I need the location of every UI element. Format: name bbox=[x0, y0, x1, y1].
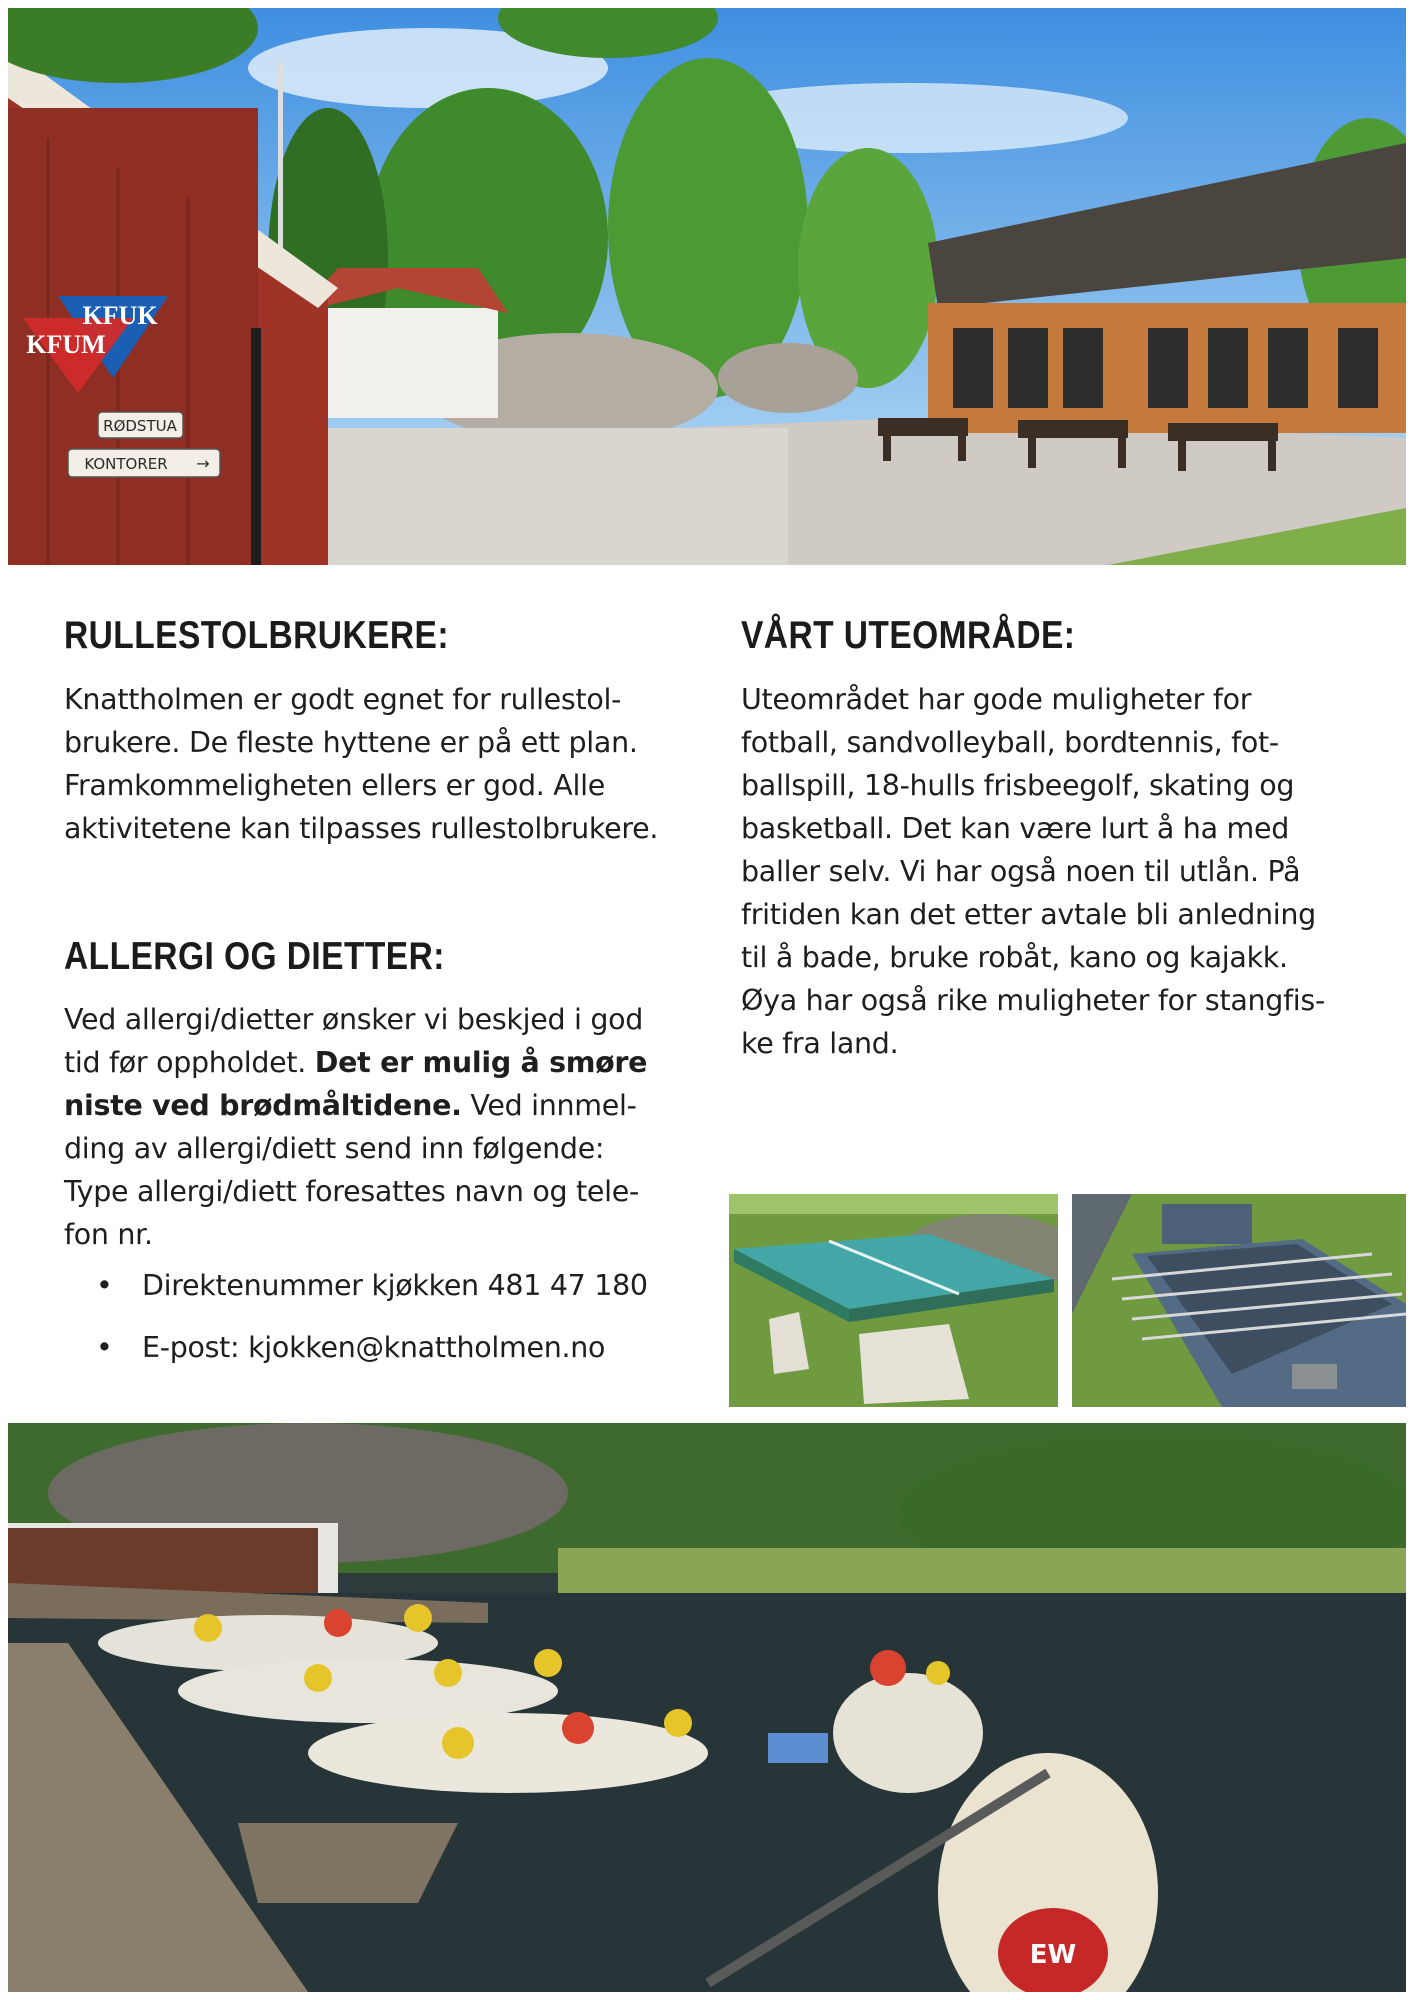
svg-text:→: → bbox=[196, 454, 210, 473]
table-tennis-photo bbox=[729, 1194, 1058, 1407]
wheelchair-heading: RULLESTOLBRUKERE: bbox=[64, 614, 449, 657]
svg-text:RØDSTUA: RØDSTUA bbox=[103, 417, 177, 435]
svg-text:KFUM: KFUM bbox=[26, 330, 106, 359]
allergy-heading: ALLERGI OG DIETTER: bbox=[64, 935, 445, 978]
kitchen-phone: Direktenummer kjøkken 481 47 180 bbox=[142, 1269, 648, 1302]
wheelchair-text: Knattholmen er godt egnet for rullestol- brukere. De fleste hyttene er på ett plan. Framkommeligheten ellers er god. Alle aktivitetene kan tilpasses rullestolbrukere. bbox=[64, 683, 659, 845]
bullet-icon: • bbox=[96, 1331, 113, 1364]
rodstua-sign bbox=[98, 412, 183, 438]
kitchen-email: E-post: kjokken@knattholmen.no bbox=[142, 1331, 606, 1364]
allergy-text-intro: Ved allergi/dietter ønsker vi beskjed i god tid før oppholdet. bbox=[64, 1003, 644, 1079]
rowboats-photo bbox=[8, 1423, 1406, 1992]
list-item bbox=[64, 1326, 724, 1388]
svg-text:EW: EW bbox=[1029, 1940, 1077, 1970]
outdoor-text: Uteområdet har gode muligheter for fotball, sandvolleyball, bordtennis, fot- ballspill, 18-hulls frisbeegolf, skating og basketball. Det kan være lurt å ha med baller selv. Vi har også noen til utlån. På fritiden kan det etter avtale bli anledning til å bade, bruke robåt, kano og kajakk. Øya har også rike muligheter for stangfis- ke fra land. bbox=[741, 683, 1325, 1060]
camp-buildings-photo bbox=[8, 8, 1406, 565]
svg-text:KONTORER: KONTORER bbox=[84, 455, 168, 473]
outdoor-heading: VÅRT UTEOMRÅDE: bbox=[741, 614, 1076, 657]
allergy-text-rest: Ved innmel- ding av allergi/diett send inn følgende: Type allergi/diett foresattes navn og tele- fon nr. bbox=[64, 1089, 639, 1251]
bullet-icon: • bbox=[96, 1269, 113, 1302]
foosball-photo bbox=[1072, 1194, 1406, 1407]
allergy-contact-list bbox=[64, 1264, 724, 1388]
kontorer-sign bbox=[68, 449, 220, 477]
allergy-text bbox=[64, 998, 724, 1256]
list-item bbox=[64, 1264, 724, 1326]
allergy-text-bold: Det er mulig å smøre niste ved brødmåltidene. bbox=[64, 1046, 648, 1122]
svg-text:KFUK: KFUK bbox=[82, 301, 158, 330]
